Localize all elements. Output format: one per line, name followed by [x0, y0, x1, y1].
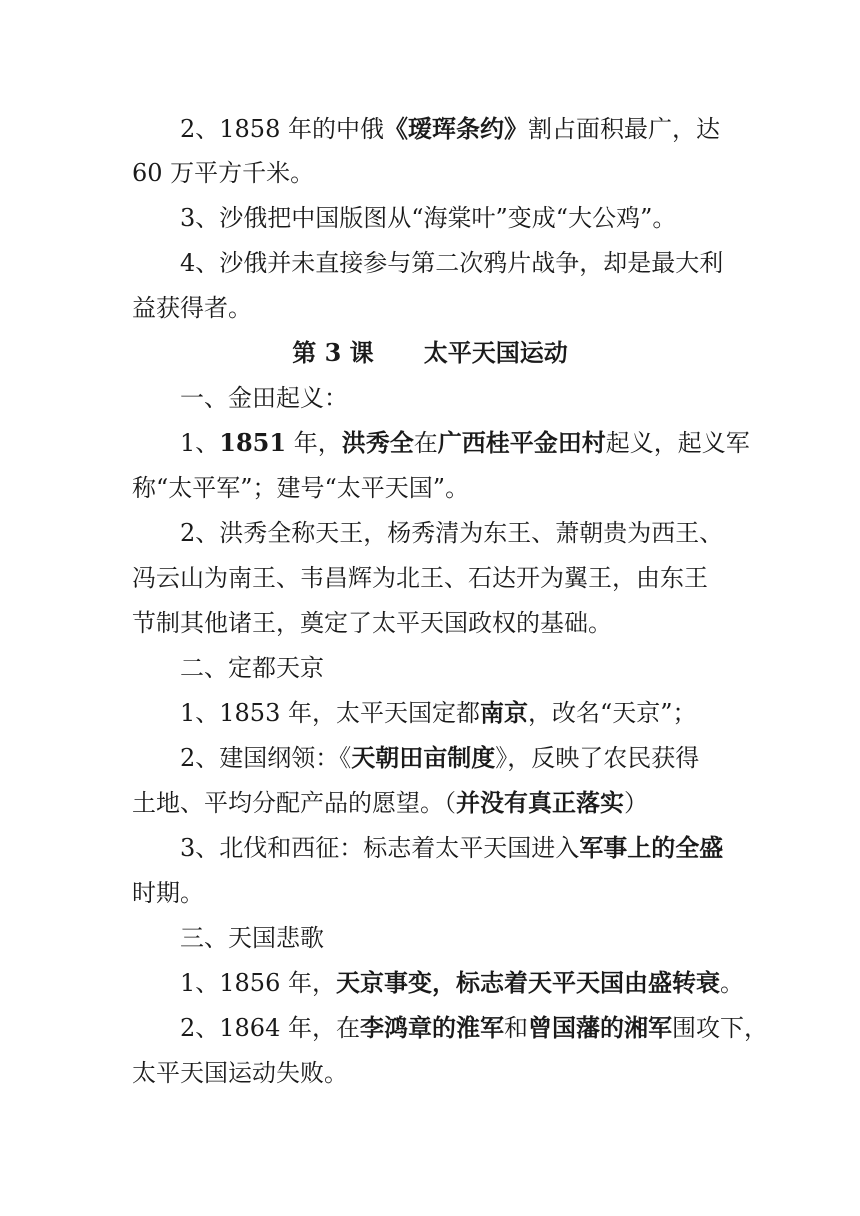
text-span: 和: [503, 1014, 528, 1042]
text-span: 2、洪秀全称天王，杨秀清为东王、萧朝贵为西王、: [180, 519, 724, 547]
text-line: [180, 1013, 768, 1043]
text-span: 二、定都天京: [180, 654, 324, 682]
section-heading: [180, 383, 348, 413]
text-span: 在: [413, 429, 438, 457]
text-span: 2、1864 年，在: [180, 1014, 360, 1042]
text-line: [132, 293, 252, 323]
text-span: 年，: [286, 429, 342, 457]
text-span: 3、沙俄把中国版图从“海棠叶”变成“大公鸡”。: [180, 204, 677, 232]
text-line: [180, 518, 723, 548]
text-span: ）: [624, 789, 648, 817]
text-span: 60 万平方千米。: [132, 159, 315, 187]
text-span: 3、北伐和西征：标志着太平天国进入: [180, 834, 580, 862]
text-line: [132, 563, 708, 593]
text-line: [180, 248, 723, 278]
text-line: [132, 1058, 348, 1088]
lesson-title: 第 3 课 太平天国运动: [292, 338, 568, 367]
text-line: [180, 968, 744, 998]
bold-text: 《瑷珲条约》: [383, 114, 528, 143]
text-span: 称“太平军”；建号“太平天国”。: [132, 474, 470, 502]
bold-text: 天京事变，标志着天平天国由盛转衰: [335, 968, 720, 997]
text-line: [180, 203, 676, 233]
bold-text: 李鸿章的淮军: [359, 1013, 504, 1042]
text-line: [180, 114, 720, 144]
text-span: 2、1858 年的中俄: [180, 115, 384, 143]
text-span: 起义，起义军: [605, 429, 750, 457]
text-span: 1、1853 年，太平天国定都: [180, 699, 480, 727]
bold-text: 广西桂平金田村: [437, 428, 606, 457]
bold-text: 1851: [219, 428, 287, 457]
text-line: [132, 473, 469, 503]
text-line: [180, 743, 699, 773]
text-span: 节制其他诸王，奠定了太平天国政权的基础。: [132, 609, 612, 637]
text-line: [132, 158, 314, 188]
text-span: 》，反映了农民获得: [495, 744, 700, 772]
text-span: 割占面积最广，达: [527, 115, 720, 143]
text-span: 冯云山为南王、韦昌辉为北王、石达开为翼王，由东王: [132, 564, 708, 592]
text-line: [180, 698, 697, 728]
text-span: ，改名“天京”；: [527, 699, 697, 727]
bold-text: 南京: [479, 698, 528, 727]
text-span: 一、金田起义：: [180, 384, 348, 412]
text-line: [132, 788, 648, 818]
text-span: 4、沙俄并未直接参与第二次鸦片战争，却是最大利: [180, 249, 724, 277]
text-span: 益获得者。: [132, 294, 252, 322]
text-span: 时期。: [132, 879, 204, 907]
text-span: 三、天国悲歌: [180, 924, 324, 952]
text-span: 1、: [180, 429, 220, 457]
section-heading: [180, 653, 324, 683]
bold-text: 曾国藩的湘军: [527, 1013, 672, 1042]
text-span: 2、建国纲领：《: [180, 744, 352, 772]
bold-text: 洪秀全: [341, 428, 414, 457]
text-span: 。: [719, 969, 744, 997]
text-line: [132, 878, 204, 908]
text-span: 太平天国运动失败。: [132, 1059, 348, 1087]
bold-text: 并没有真正落实: [456, 788, 624, 817]
text-span: 围攻下，: [671, 1014, 768, 1042]
text-line: [180, 428, 750, 458]
text-line: [180, 833, 723, 863]
bold-text: 天朝田亩制度: [351, 743, 496, 772]
section-heading: [180, 923, 324, 953]
bold-text: 军事上的全盛: [579, 833, 724, 862]
text-span: 土地、平均分配产品的愿望。（: [132, 789, 456, 817]
text-line: [132, 608, 612, 638]
text-span: 1、1856 年，: [180, 969, 336, 997]
